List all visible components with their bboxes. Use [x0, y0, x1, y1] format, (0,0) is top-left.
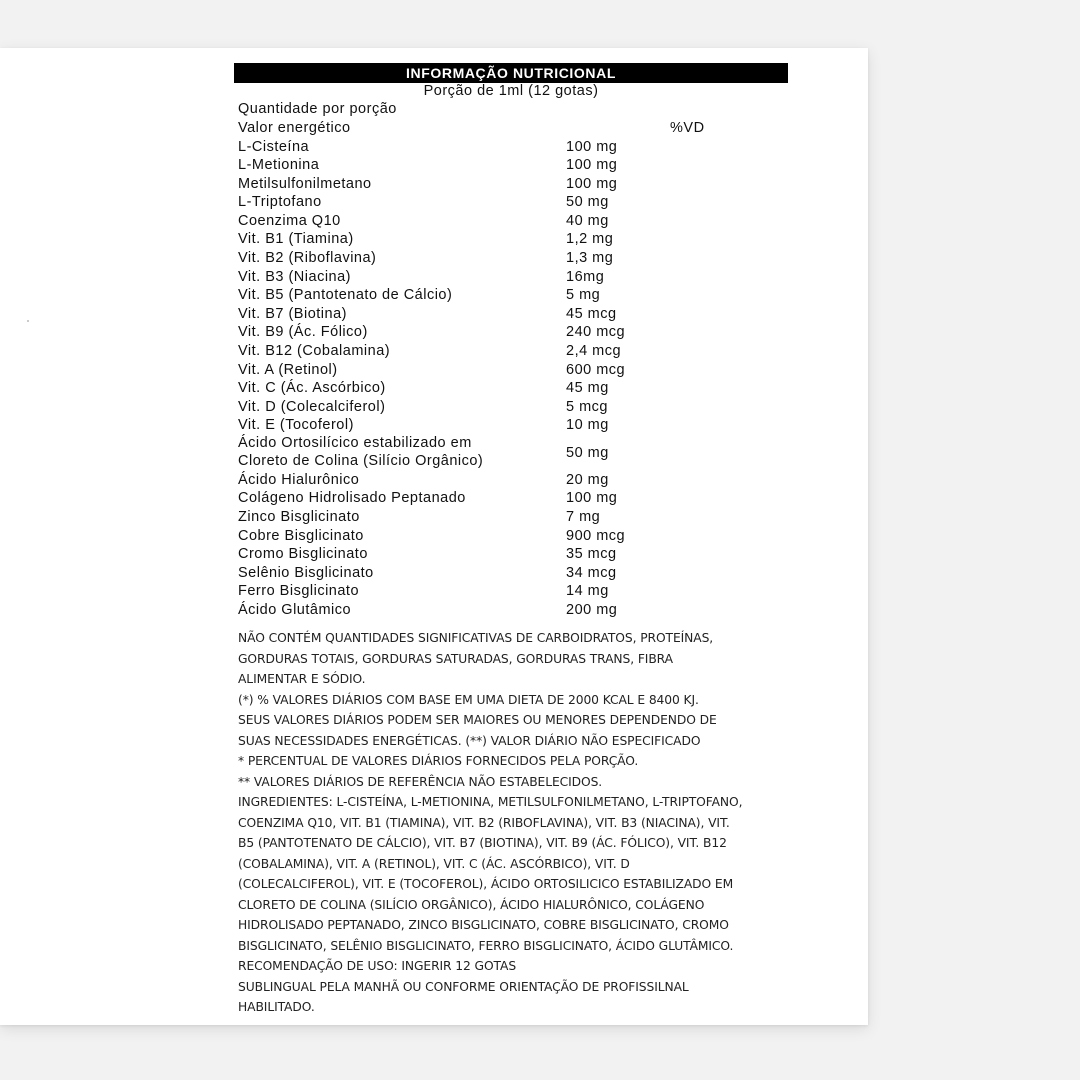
note-line: SEUS VALORES DIÁRIOS PODEM SER MAIORES OU MENORES DEPENDENDO DE [238, 713, 717, 727]
nutrient-amount: 240 mcg [566, 324, 626, 341]
nutrient-table [238, 138, 718, 620]
portion-size: Porção de 1ml (12 gotas) [423, 83, 599, 99]
nutrient-row [238, 156, 718, 175]
nutrient-amount: 100 mg [566, 157, 618, 174]
nutrient-name: L-Triptofano [238, 194, 322, 211]
nutrient-name: Cromo Bisglicinato [238, 546, 368, 563]
nutrient-name: Vit. B7 (Biotina) [238, 305, 347, 322]
nutrient-row [238, 582, 718, 601]
nutrient-amount: 50 mg [566, 444, 609, 461]
nutrient-name: Ácido Ortosilícico estabilizado em Cloreto de Colina (Silício Orgânico) [238, 435, 484, 469]
nutrient-amount: 20 mg [566, 471, 609, 488]
nutrient-row [238, 268, 718, 287]
nutrient-amount: 5 mg [566, 287, 601, 304]
nutrient-row [238, 286, 718, 305]
nutrient-row [238, 508, 718, 527]
nutrient-row [238, 471, 718, 490]
note-line: ** VALORES DIÁRIOS DE REFERÊNCIA NÃO ESTABELECIDOS. [238, 774, 603, 789]
note-line: ALIMENTAR E SÓDIO. [238, 672, 366, 686]
note-line: * PERCENTUAL DE VALORES DIÁRIOS FORNECIDOS PELA PORÇÃO. [238, 754, 639, 768]
note-line: BISGLICINATO, SELÊNIO BISGLICINATO, FERRO BISGLICINATO, ÁCIDO GLUTÂMICO. [238, 938, 734, 953]
note-line: COENZIMA Q10, VIT. B1 (TIAMINA), VIT. B2 (RIBOFLAVINA), VIT. B3 (NIACINA), VIT. [238, 815, 730, 830]
nutrient-name: Vit. B1 (Tiamina) [238, 231, 354, 248]
nutrient-name: Ácido Glutâmico [238, 601, 352, 618]
nutrient-amount: 40 mg [566, 212, 609, 229]
nutrient-name: Cobre Bisglicinato [238, 527, 364, 544]
note-line: (*) % VALORES DIÁRIOS COM BASE EM UMA DIETA DE 2000 KCAL E 8400 KJ. [238, 692, 699, 707]
nutrient-row [238, 249, 718, 268]
nutrient-name: Vit. B9 (Ác. Fólico) [238, 324, 368, 341]
nutrient-amount: 7 mg [566, 508, 601, 525]
nutrient-amount: 900 mcg [566, 527, 626, 544]
nutrient-amount: 14 mg [566, 583, 609, 600]
nutrient-name: Vit. A (Retinol) [238, 361, 338, 378]
note-line: HIDROLISADO PEPTANADO, ZINCO BISGLICINATO, COBRE BISGLICINATO, CROMO [238, 918, 729, 932]
nutrient-row [238, 361, 718, 380]
energy-label: Valor energético [238, 120, 351, 136]
nutrient-amount: 45 mcg [566, 305, 617, 322]
quantity-per-portion-label: Quantidade por porção [238, 101, 397, 117]
vd-header: %VD [670, 120, 705, 136]
nutrient-name: Vit. B12 (Cobalamina) [238, 343, 391, 360]
note-line: (COBALAMINA), VIT. A (RETINOL), VIT. C (ÁC. ASCÓRBICO), VIT. D [238, 856, 630, 871]
nutrient-amount: 1,3 mg [566, 250, 614, 267]
nutrient-amount: 5 mcg [566, 398, 608, 415]
note-line: CLORETO DE COLINA (SILÍCIO ORGÂNICO), ÁCIDO HIALURÔNICO, COLÁGENO [238, 897, 705, 912]
nutrient-name: Colágeno Hidrolisado Peptanado [238, 490, 466, 507]
nutrition-title: INFORMAÇÃO NUTRICIONAL [234, 63, 788, 83]
nutrient-row [238, 564, 718, 583]
nutrient-name: Vit. C (Ác. Ascórbico) [238, 380, 386, 397]
nutrient-amount: 1,2 mg [566, 231, 614, 248]
nutrient-amount: 16mg [566, 268, 605, 285]
nutrient-name: Vit. B2 (Riboflavina) [238, 250, 377, 267]
nutrient-amount: 2,4 mcg [566, 343, 622, 360]
note-line: (COLECALCIFEROL), VIT. E (TOCOFEROL), ÁCIDO ORTOSILICICO ESTABILIZADO EM [238, 877, 734, 891]
note-line: SUBLINGUAL PELA MANHÃ OU CONFORME ORIENTAÇÃO DE PROFISSILNAL [238, 979, 689, 994]
nutrient-name: Zinco Bisglicinato [238, 508, 360, 525]
nutrient-row [238, 435, 718, 471]
nutrient-amount: 100 mg [566, 490, 618, 507]
nutrient-row [238, 230, 718, 249]
nutrient-row [238, 138, 718, 157]
nutrient-row [238, 342, 718, 361]
nutrient-row [238, 416, 718, 435]
nutrient-amount: 45 mg [566, 380, 609, 397]
nutrient-amount: 34 mcg [566, 564, 617, 581]
notes-block [238, 628, 838, 1018]
note-line: SUAS NECESSIDADES ENERGÉTICAS. (**) VALOR DIÁRIO NÃO ESPECIFICADO [238, 733, 701, 748]
nutrient-name: Vit. B5 (Pantotenato de Cálcio) [238, 287, 453, 304]
nutrient-amount: 100 mg [566, 138, 618, 155]
nutrient-row [238, 545, 718, 564]
nutrient-name: L-Metionina [238, 157, 320, 174]
nutrient-amount: 600 mcg [566, 361, 626, 378]
nutrient-row [238, 527, 718, 546]
note-line: B5 (PANTOTENATO DE CÁLCIO), VIT. B7 (BIOTINA), VIT. B9 (ÁC. FÓLICO), VIT. B12 [238, 836, 727, 850]
nutrient-name: Ferro Bisglicinato [238, 583, 360, 600]
nutrient-name: Vit. E (Tocoferol) [238, 417, 354, 434]
note-line: HABILITADO. [238, 1000, 315, 1014]
note-line: GORDURAS TOTAIS, GORDURAS SATURADAS, GORDURAS TRANS, FIBRA [238, 651, 673, 666]
nutrient-name: Ácido Hialurônico [238, 471, 360, 488]
nutrient-name: Coenzima Q10 [238, 212, 341, 229]
note-line: NÃO CONTÉM QUANTIDADES SIGNIFICATIVAS DE CARBOIDRATOS, PROTEÍNAS, [238, 631, 714, 645]
nutrient-row [238, 489, 718, 508]
nutrient-name: Selênio Bisglicinato [238, 564, 374, 581]
nutrient-name: Vit. B3 (Niacina) [238, 268, 351, 285]
nutrient-row [238, 398, 718, 417]
nutrient-name: L-Cisteína [238, 138, 310, 155]
nutrient-amount: 35 mcg [566, 546, 617, 563]
nutrient-row [238, 323, 718, 342]
nutrient-amount: 100 mg [566, 175, 618, 192]
nutrient-row [238, 212, 718, 231]
energy-row [238, 119, 758, 138]
nutrient-row [238, 305, 718, 324]
background-speck [27, 320, 29, 322]
nutrient-row [238, 601, 718, 620]
nutrient-row [238, 379, 718, 398]
note-line: RECOMENDAÇÃO DE USO: INGERIR 12 GOTAS [238, 959, 517, 973]
nutrient-amount: 50 mg [566, 194, 609, 211]
nutrient-name: Vit. D (Colecalciferol) [238, 398, 386, 415]
nutrient-row [238, 193, 718, 212]
note-line: INGREDIENTES: L-CISTEÍNA, L-METIONINA, METILSULFONILMETANO, L-TRIPTOFANO, [238, 795, 743, 809]
nutrient-amount: 200 mg [566, 601, 618, 618]
nutrient-amount: 10 mg [566, 417, 609, 434]
nutrient-name: Metilsulfonilmetano [238, 175, 372, 192]
nutrient-row [238, 175, 718, 194]
